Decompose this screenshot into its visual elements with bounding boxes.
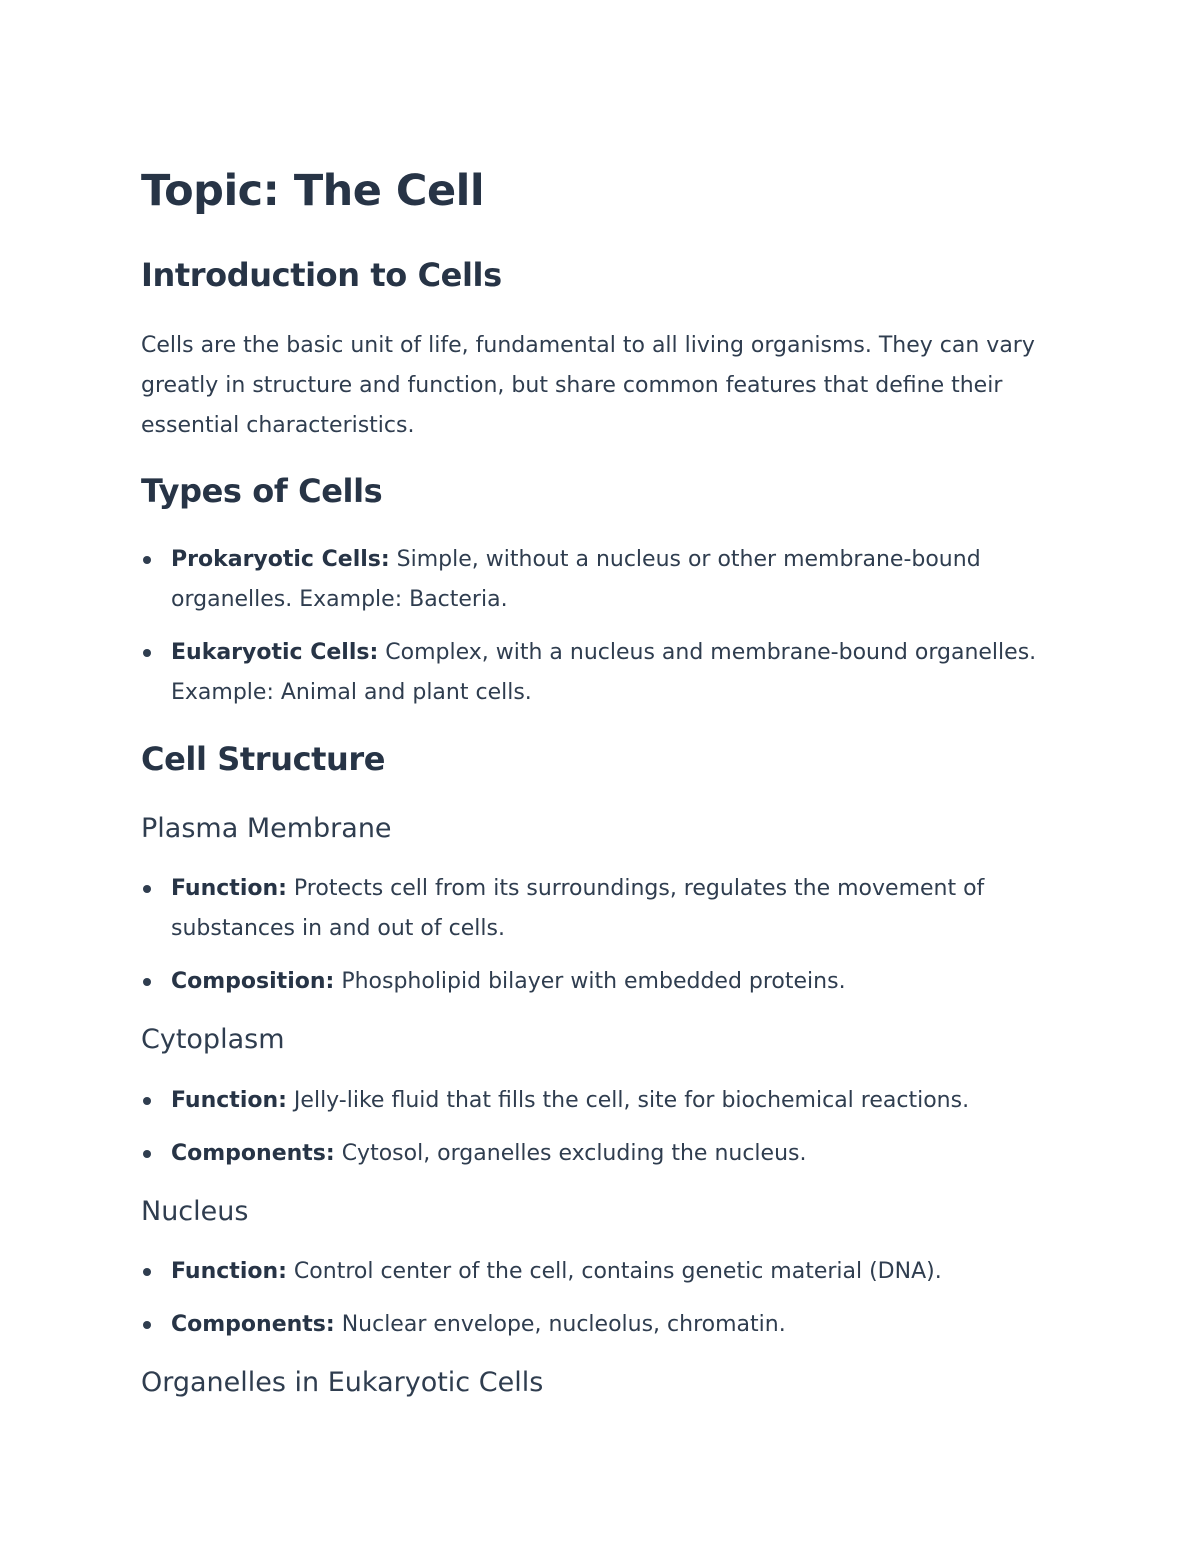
item-text: Cytosol, organelles excluding the nucleus.: [334, 1141, 807, 1166]
item-label: Eukaryotic Cells:: [171, 640, 379, 665]
item-label: Function:: [171, 1088, 287, 1113]
list-item: [141, 540, 1061, 620]
item-label: Composition:: [171, 969, 335, 994]
plasma-heading: Plasma Membrane: [141, 813, 392, 844]
item-label: Components:: [171, 1141, 335, 1166]
item-text: Simple, without a nucleus or other membrane-bound organelles. Example: Bacteria.: [171, 547, 981, 612]
bullet-icon: [143, 1150, 151, 1158]
document-title: Topic: The Cell: [141, 166, 485, 216]
list-item: [141, 869, 1061, 949]
list-item: [141, 1134, 1061, 1174]
intro-paragraph: Cells are the basic unit of life, fundamental to all living organisms. They can vary greatly in structure and function, but share common features that define their essential characteristics.: [141, 333, 1035, 438]
nucleus-heading: Nucleus: [141, 1196, 249, 1227]
bullet-icon: [143, 978, 151, 986]
list-item: [141, 1305, 1061, 1345]
cytoplasm-heading: Cytoplasm: [141, 1024, 285, 1055]
item-text: Control center of the cell, contains genetic material (DNA).: [286, 1259, 942, 1284]
bullet-icon: [143, 1321, 151, 1329]
item-label: Function:: [171, 1259, 287, 1284]
bullet-icon: [143, 1268, 151, 1276]
item-label: Components:: [171, 1312, 335, 1337]
types-heading: Types of Cells: [141, 472, 383, 510]
bullet-icon: [143, 885, 151, 893]
item-text: Phospholipid bilayer with embedded proteins.: [334, 969, 846, 994]
organelles-heading: Organelles in Eukaryotic Cells: [141, 1367, 544, 1398]
list-item: [141, 1081, 1061, 1121]
item-label: Prokaryotic Cells:: [171, 547, 390, 572]
item-text: Nuclear envelope, nucleolus, chromatin.: [334, 1312, 786, 1337]
list-item: [141, 633, 1061, 713]
list-item: [141, 1252, 1061, 1292]
bullet-icon: [143, 556, 151, 564]
structure-heading: Cell Structure: [141, 740, 386, 778]
list-item: [141, 962, 1061, 1002]
bullet-icon: [143, 649, 151, 657]
bullet-icon: [143, 1097, 151, 1105]
item-text: Complex, with a nucleus and membrane-bound organelles. Example: Animal and plant cells.: [171, 640, 1037, 705]
item-text: Jelly-like fluid that fills the cell, site for biochemical reactions.: [286, 1088, 970, 1113]
intro-heading: Introduction to Cells: [141, 256, 502, 294]
item-text: Protects cell from its surroundings, regulates the movement of substances in and out of cells.: [171, 876, 985, 941]
item-label: Function:: [171, 876, 287, 901]
